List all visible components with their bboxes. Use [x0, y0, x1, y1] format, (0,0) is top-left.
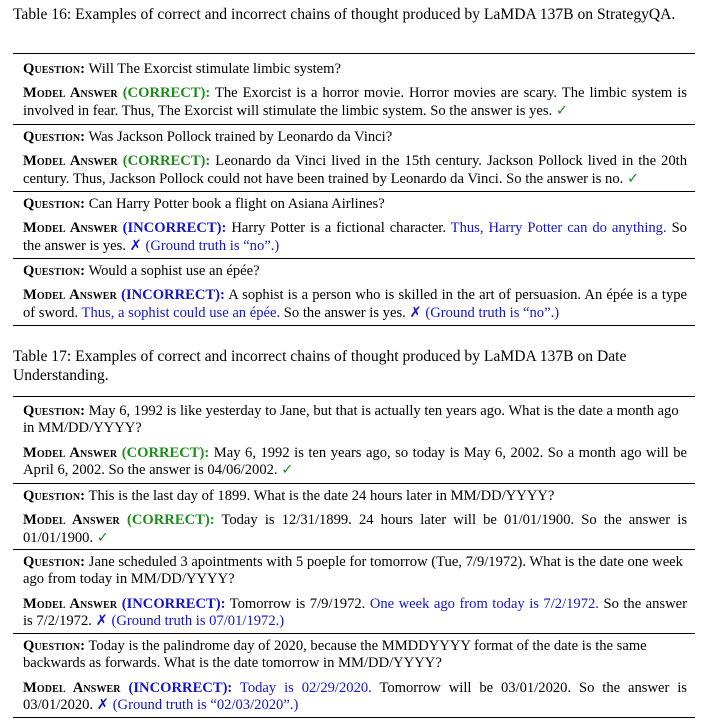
question-text: This is the last day of 1899. What is the date 24 hours later in MM/DD/YYYY?: [88, 488, 555, 504]
table-16-row-1: [23, 61, 687, 120]
question-line: [23, 263, 687, 280]
ground-truth: (Ground truth is “no”.): [425, 304, 560, 321]
table-17-row-3: [23, 554, 687, 631]
incorrect-label: (INCORRECT):: [128, 679, 233, 696]
row-divider: [13, 191, 695, 192]
question-line: [23, 488, 687, 505]
ground-truth: (Ground truth is “02/03/2020”.): [112, 697, 299, 714]
cross-icon: ✗: [129, 237, 142, 254]
question-text: Jane scheduled 3 apointments with 5 poeple for tomorrow (Tue, 7/9/1972). What is the date one week ago from today in MM/DD/YYYY?: [23, 554, 683, 588]
table-16-bottom-rule: [13, 325, 695, 326]
answer-text: Leonardo da Vinci lived in the 15th century. Jackson Pollock lived in the 20th century. Thus, Jackson Pollock could not have been trained by Leonardo da Vinci. So the answer is no.: [23, 153, 687, 187]
check-icon: ✓: [555, 102, 569, 119]
question-label: Question:: [23, 196, 86, 212]
question-text: Will The Exorcist stimulate limbic system?: [88, 61, 341, 77]
error-step: One week ago from today is 7/2/1972.: [369, 595, 599, 612]
answer-text: Harry Potter is a fictional character.: [231, 220, 446, 237]
model-answer-label: Model Answer: [23, 287, 117, 304]
row-divider: [13, 549, 695, 550]
answer-text: May 6, 1992 is ten years ago, so today is May 6, 2002. So a month ago will be April 6, 2002. So the answer is 04/06/2002.: [23, 444, 687, 479]
question-text: May 6, 1992 is like yesterday to Jane, but that is actually ten years ago. What is the date a month ago in MM/DD/YYYY?: [23, 403, 679, 437]
answer-text: A sophist is a person who is skilled in the art of persuasion. An épée is a type of sword.: [23, 287, 688, 321]
row-divider: [13, 258, 695, 259]
model-answer-label: Model Answer: [23, 444, 118, 461]
model-answer-label: Model Answer: [23, 85, 118, 102]
cross-icon: ✗: [96, 697, 110, 714]
row-divider: [13, 633, 695, 634]
model-answer-label: Model Answer: [23, 220, 118, 237]
table-17-row-1: [23, 403, 687, 480]
answer-line: [23, 512, 687, 547]
model-answer-label: Model Answer: [23, 512, 120, 529]
ground-truth: (Ground truth is “no”.): [145, 237, 280, 254]
answer-conclusion: Tomorrow will be 03/01/2020. So the answer is 03/01/2020.: [23, 679, 687, 714]
answer-text: Today is 12/31/1899. 24 hours later will be 01/01/1900. So the answer is 01/01/1900.: [23, 512, 687, 546]
model-answer-label: Model Answer: [23, 595, 118, 612]
table-16-row-4: [23, 263, 687, 322]
question-text: Was Jackson Pollock trained by Leonardo da Vinci?: [88, 129, 393, 145]
answer-line: [23, 596, 687, 631]
answer-line: [23, 153, 687, 188]
answer-text: Tomorrow is 7/9/1972.: [229, 595, 366, 612]
answer-conclusion: So the answer is yes.: [283, 304, 406, 321]
ground-truth: (Ground truth is 07/01/1972.): [111, 613, 285, 630]
question-text: Can Harry Potter book a flight on Asiana Airlines?: [88, 196, 385, 212]
table-16-row-3: [23, 196, 687, 255]
table-17-top-rule: [13, 396, 695, 397]
question-label: Question:: [23, 554, 86, 570]
row-divider: [13, 124, 695, 125]
answer-line: [23, 85, 687, 120]
question-label: Question:: [23, 488, 86, 504]
question-label: Question:: [23, 61, 86, 77]
answer-conclusion: So the answer is 7/2/1972.: [23, 595, 687, 630]
check-icon: ✓: [96, 529, 110, 546]
check-icon: ✓: [281, 462, 294, 479]
incorrect-label: (INCORRECT):: [121, 595, 226, 612]
cross-icon: ✗: [409, 304, 422, 321]
correct-label: (CORRECT):: [127, 512, 215, 529]
table-17-bottom-rule: [13, 717, 695, 718]
question-label: Question:: [23, 638, 86, 654]
table-16-caption: Table 16: Examples of correct and incorrect chains of thought produced by LaMDA 137B on StrategyQA.: [13, 6, 676, 23]
question-label: Question:: [23, 403, 86, 419]
answer-line: [23, 287, 687, 322]
table-17-caption: Table 17: Examples of correct and incorrect chains of thought produced by LaMDA 137B on Date Understanding.: [13, 348, 627, 384]
correct-label: (CORRECT):: [122, 153, 211, 170]
answer-line: [23, 220, 687, 255]
question-label: Question:: [23, 263, 86, 279]
answer-text: The Exorcist is a horror movie. Horror movies are scary. The limbic system is involved in fear. Thus, The Exorcist will stimulate the limbic system. So the answer is yes.: [23, 85, 687, 119]
error-step: Thus, Harry Potter can do anything.: [450, 220, 667, 237]
table-17-row-4: [23, 638, 687, 715]
correct-label: (CORRECT):: [121, 444, 210, 461]
table-16-top-rule: [13, 53, 695, 54]
question-line: [23, 61, 687, 78]
table-16-row-2: [23, 129, 687, 188]
incorrect-label: (INCORRECT):: [122, 220, 227, 237]
correct-label: (CORRECT):: [122, 85, 211, 102]
error-step: Thus, a sophist could use an épée.: [81, 304, 281, 321]
question-line: [23, 129, 687, 146]
model-answer-label: Model Answer: [23, 679, 121, 696]
answer-line: [23, 680, 687, 715]
incorrect-label: (INCORRECT):: [121, 287, 225, 304]
check-icon: ✓: [626, 170, 640, 187]
question-line: [23, 403, 687, 438]
error-step: Today is 02/29/2020.: [239, 679, 372, 696]
question-line: [23, 554, 687, 589]
table-17-row-2: [23, 488, 687, 547]
question-text: Would a sophist use an épée?: [88, 263, 260, 279]
question-line: [23, 638, 687, 673]
answer-line: [23, 445, 687, 480]
question-text: Today is the palindrome day of 2020, because the MMDDYYYY format of the date is the same backwards as forwards. What is the date tomorrow in MM/DD/YYYY?: [23, 638, 647, 672]
model-answer-label: Model Answer: [23, 153, 118, 170]
answer-conclusion: So the answer is yes.: [23, 220, 687, 254]
question-line: [23, 196, 687, 213]
cross-icon: ✗: [95, 613, 108, 630]
question-label: Question:: [23, 129, 86, 145]
row-divider: [13, 483, 695, 484]
